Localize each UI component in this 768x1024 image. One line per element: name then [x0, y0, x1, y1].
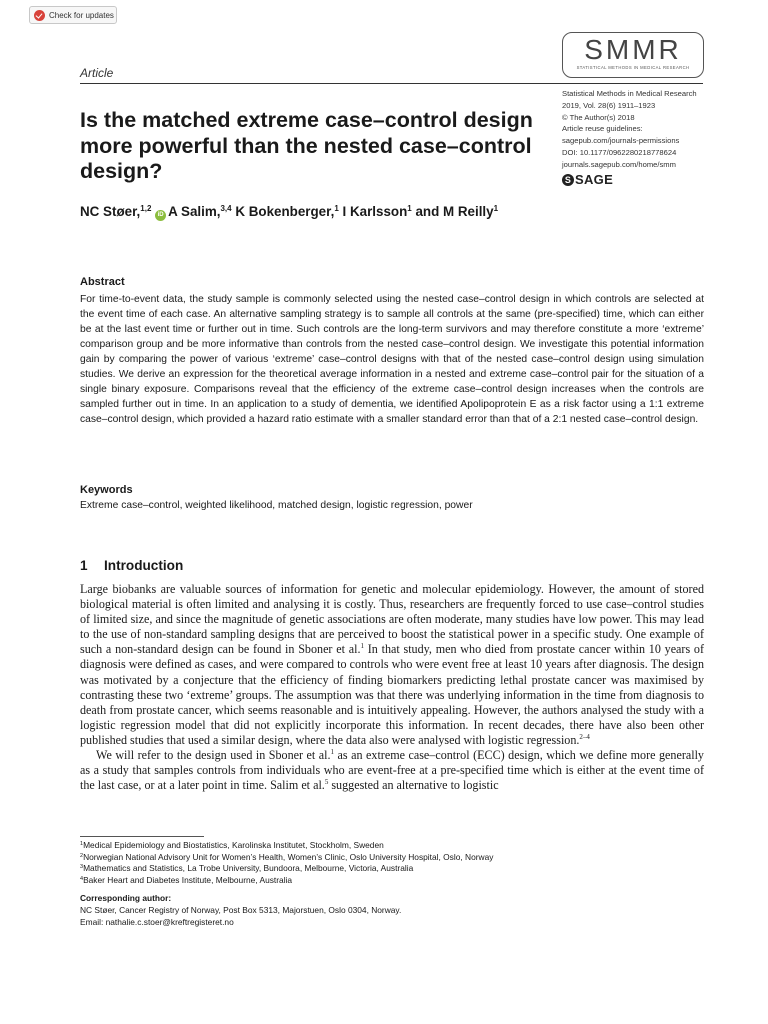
author-name: and M Reilly [415, 204, 494, 219]
text-run: Large biobanks are valuable sources of information for genetic and molecular epidemiology. However, the amount of stored biological material is often limited and analysing it is costly. Thus, researchers are frequently forced to use case–control studies of limited size, and since the magnitude of genetic associations are often moderate, many studies have low power. This may lead to the use of non-standard sampling designs that are perceived to boost the statistical power in a specific study. One example of such a non-standard design can be found in Sboner et al. [80, 582, 704, 657]
affiliation-footnote [80, 852, 704, 864]
affiliation-number: 3 [80, 864, 84, 871]
meta-permissions-link[interactable]: sagepub.com/journals-permissions [562, 136, 680, 146]
corresponding-author-address: NC Støer, Cancer Registry of Norway, Post Box 5313, Majorstuen, Oslo 0304, Norway. [80, 904, 402, 915]
introduction-body [80, 582, 704, 793]
citation[interactable]: 5 [324, 778, 329, 787]
abstract-heading: Abstract [80, 276, 125, 288]
check-for-updates-label: Check for updates [49, 10, 114, 20]
journal-abbrev: SMMR [584, 34, 682, 65]
corresponding-author-email[interactable]: Email: nathalie.c.stoer@kreftregisteret.no [80, 916, 234, 927]
paper-title: Is the matched extreme case–control design more powerful than the nested case–control design? [80, 108, 533, 183]
text-run: In that study, men who died from prostate cancer within 10 years of diagnosis were defined as cases, and were compared to controls who were event free at least 10 years after diagnosis. The design was motivated by a conjecture that the efficiency of finding biomarkers predicting lethal prostate cancer was maximised by contrasting these two ‘extreme’ groups. The assumption was that there was underlying information in the time from diagnosis to death from prostate cancer, which seems reasonable and is intuitively appealing. However, the authors analysed the study with a logistic regression model that did not explicitly incorporate this information. In recent decades, there have also been other published studies that used a similar design, where the data also were analysed with logistic regression. [80, 642, 705, 747]
author-name: A Salim, [168, 204, 221, 219]
check-for-updates-badge[interactable] [29, 6, 117, 24]
affiliation-text: Baker Heart and Diabetes Institute, Melbourne, Australia [83, 874, 293, 885]
orcid-icon[interactable]: iD [155, 210, 166, 221]
affiliation-footnote [80, 840, 704, 852]
journal-logo [562, 32, 704, 78]
affiliation-text: Mathematics and Statistics, La Trobe University, Bundoora, Melbourne, Victoria, Australia [83, 863, 414, 874]
affiliation-number: 2 [80, 852, 84, 859]
paragraph [80, 748, 704, 793]
author-affiliation: 1 [493, 204, 499, 213]
paragraph [80, 582, 704, 748]
journal-subtitle: STATISTICAL METHODS IN MEDICAL RESEARCH [576, 65, 690, 70]
author-affiliation: 1 [334, 204, 339, 213]
affiliation-text: Norwegian National Advisory Unit for Women’s Health, Women’s Clinic, Oslo University Hospital, Oslo, Norway [83, 851, 494, 862]
author-affiliation: 1,2 [140, 204, 152, 213]
abstract-text: For time-to-event data, the study sample is commonly selected using the nested case–control design in which controls are selected at the event time of each case. An alternative sampling strategy is to sample all controls at the same (pre-specified) time, which can either be at the last event time or further out in time. Such controls are the long-term survivors and may therefore constitute a more ‘extreme’ comparison group and be more informative than controls from the nested case–control design. We investigate this potential information gain by comparing the power of various ‘extreme’ case–control designs with that of the nested case–control design using simulation studies. We derive an expression for the theoretical average information in a nested and extreme case–control pair for the situation of a single binary exposure. Comparisons reveal that the efficiency of the extreme case–control design increases when the controls are sampled further out in time. In an application to a study of dementia, we identified Apolipoprotein E as a risk factor using a 1:1 extreme case–control design, which provided a hazard ratio estimate with a smaller standard error than that of a 2:1 nested case–control design. [80, 294, 704, 425]
author-name: I Karlsson [342, 204, 408, 219]
author-name: K Bokenberger, [235, 204, 335, 219]
publisher-name: SAGE [575, 171, 614, 187]
check-updates-icon [34, 10, 45, 21]
header-rule [80, 83, 703, 84]
author-affiliation: 3,4 [220, 204, 232, 213]
corresponding-author-heading: Corresponding author: [80, 893, 172, 904]
affiliation-text: Medical Epidemiology and Biostatistics, Karolinska Institutet, Stockholm, Sweden [83, 840, 384, 850]
citation[interactable]: 1 [330, 748, 335, 757]
affiliation-footnote [80, 875, 704, 887]
citation[interactable]: 1 [360, 642, 364, 651]
meta-reuse-label: Article reuse guidelines: [562, 124, 643, 134]
meta-copyright: © The Author(s) 2018 [562, 112, 635, 122]
affiliation-footnote [80, 863, 704, 875]
text-run: as an extreme case–control (ECC) design, which we define more generally as a study that samples controls from individuals who are event-free at a pre-specified time which is either at the event time of the last case, or at a later point in time. Salim et al. [80, 748, 704, 793]
article-type-label: Article [80, 66, 114, 80]
section-heading [80, 558, 183, 573]
author-name: NC Støer, [80, 204, 141, 219]
meta-doi-link[interactable]: DOI: 10.1177/0962280218778624 [562, 147, 677, 157]
text-run: suggested an alternative to logistic [328, 778, 499, 793]
meta-journal-name: Statistical Methods in Medical Research [562, 89, 697, 98]
keywords-text: Extreme case–control, weighted likelihood, matched design, logistic regression, power [80, 500, 473, 511]
footnote-rule [80, 836, 204, 837]
footnotes [80, 840, 704, 928]
keywords-heading: Keywords [80, 484, 133, 496]
citation[interactable]: 2–4 [579, 732, 590, 741]
author-affiliation: 1 [407, 204, 412, 213]
section-number: 1 [80, 558, 88, 573]
journal-meta [562, 88, 722, 186]
meta-volume: 2019, Vol. 28(6) 1911–1923 [562, 100, 656, 110]
affiliation-number: 4 [80, 875, 84, 882]
author-list [80, 204, 498, 221]
publisher-logo [562, 171, 722, 187]
sage-logo-icon: S [562, 174, 574, 186]
text-run: We will refer to the design used in Sboner et al. [96, 748, 331, 763]
meta-journal-link[interactable]: journals.sagepub.com/home/smm [562, 159, 676, 169]
section-title: Introduction [104, 558, 184, 573]
affiliation-number: 1 [80, 841, 84, 847]
